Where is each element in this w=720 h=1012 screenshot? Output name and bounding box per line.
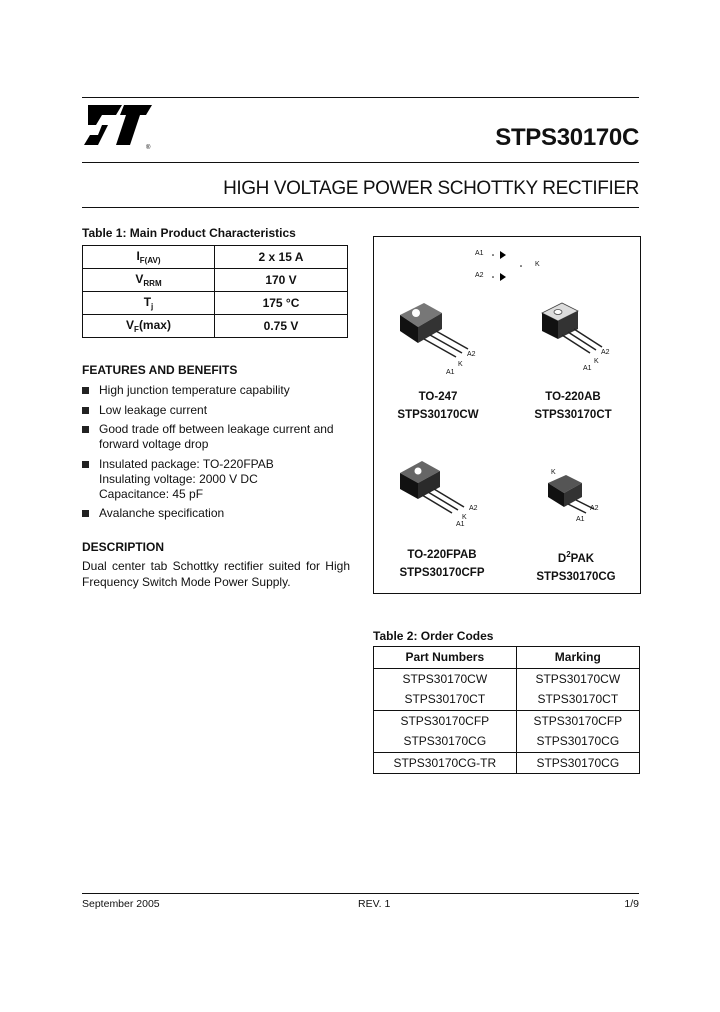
to220fpab-label: TO-220FPAB STPS30170CFP [399,549,485,579]
table-row [83,292,348,315]
symbol-cell: $V_F(\max)$ [83,315,215,338]
symbol-cell: $V_{RRM}$ [83,269,215,292]
list-item: Avalanche specification [82,506,372,521]
to220ab-package-icon [532,301,622,376]
table-cell: STPS30170CW [516,668,639,689]
header-top-rule [82,97,639,98]
d2pak-label: $D^2PAK$ STPS30170CG [536,550,616,583]
table-cell: STPS30170CT [516,689,639,710]
bullet-icon [82,461,89,468]
value-cell: 2 x 15 A [215,246,348,269]
bullet-icon [82,426,89,433]
d2pak-package-icon [544,473,604,523]
table-cell: STPS30170CG-TR [374,752,517,774]
table-row [83,269,348,292]
svg-text:®: ® [146,145,151,151]
table-cell: STPS30170CFP [374,710,517,731]
bullet-icon [82,387,89,394]
d2pak-pin-a2: A2 [590,505,599,512]
description-text: Dual center tab Schottky rectifier suited for High Frequency Switch Mode Power Supply. [82,559,350,589]
to247-label: TO-247 STPS30170CW [397,391,479,421]
to220fpab-pin-a2: A2 [469,505,478,512]
value-cell: 170 V [215,269,348,292]
to220ab-label: TO-220AB STPS30170CT [534,391,612,421]
table-row [374,710,640,731]
to247-pin-a2: A2 [467,351,476,358]
features-heading: FEATURES AND BENEFITS [82,363,238,377]
header-cell: Part Numbers [374,647,517,669]
table-row [374,731,640,752]
list-item: Low leakage current [82,403,372,418]
to247-package-icon [394,299,484,379]
table-cell: STPS30170CG [374,731,517,752]
part-number-title: STPS30170C [495,124,639,151]
table-row [83,315,348,338]
features-list [82,383,372,526]
to220ab-pin-a2: A2 [601,349,610,356]
schematic-label-k: K [535,261,540,268]
value-cell: 175 °C [215,292,348,315]
to220fpab-pin-k: K [462,514,467,521]
header-bottom-rule [82,207,639,208]
to247-pin-a1: A1 [446,369,455,376]
table1-caption: Table 1: Main Product Characteristics [82,226,296,240]
symbol-cell: $I_{F(AV)}$ [83,246,215,269]
description-heading: DESCRIPTION [82,540,165,554]
schematic-label-a2: A2 [475,272,484,279]
table-row [374,668,640,689]
st-logo-icon [82,103,154,151]
product-subtitle: HIGH VOLTAGE POWER SCHOTTKY RECTIFIER [223,178,639,199]
bullet-icon [82,407,89,414]
table-row [83,246,348,269]
symbol-cell: $T_j$ [83,292,215,315]
to220ab-pin-k: K [594,358,599,365]
to220fpab-package-icon [394,459,484,534]
order-codes-table [373,646,640,774]
d2pak-pin-a1: A1 [576,516,585,523]
to220ab-pin-a1: A1 [583,365,592,372]
d2pak-pin-k: K [551,469,556,476]
table-cell: STPS30170CG [516,752,639,774]
st-logo [82,103,154,151]
footer-revision: REV. 1 [358,898,391,910]
list-item: High junction temperature capability [82,383,372,398]
table-row [374,689,640,710]
list-item: Good trade off between leakage current and forward voltage drop [82,422,372,452]
header-cell: Marking [516,647,639,669]
table-header-row [374,647,640,669]
main-characteristics-table [82,245,348,338]
to220fpab-pin-a1: A1 [456,521,465,528]
table-cell: STPS30170CW [374,668,517,689]
package-box [373,236,641,594]
value-cell: 0.75 V [215,315,348,338]
diode-schematic-icon [486,247,536,287]
bullet-icon [82,510,89,517]
table2-caption: Table 2: Order Codes [373,629,494,643]
footer-date: September 2005 [82,898,160,910]
table-cell: STPS30170CFP [516,710,639,731]
footer-page: 1/9 [624,898,639,910]
header-mid-rule [82,162,639,163]
table-cell: STPS30170CT [374,689,517,710]
list-item: Insulated package: TO-220FPAB Insulating voltage: 2000 V DC Capacitance: 45 pF [82,457,372,502]
footer-rule [82,893,639,894]
to247-pin-k: K [458,361,463,368]
schematic-label-a1: A1 [475,250,484,257]
table-cell: STPS30170CG [516,731,639,752]
table-row [374,752,640,774]
